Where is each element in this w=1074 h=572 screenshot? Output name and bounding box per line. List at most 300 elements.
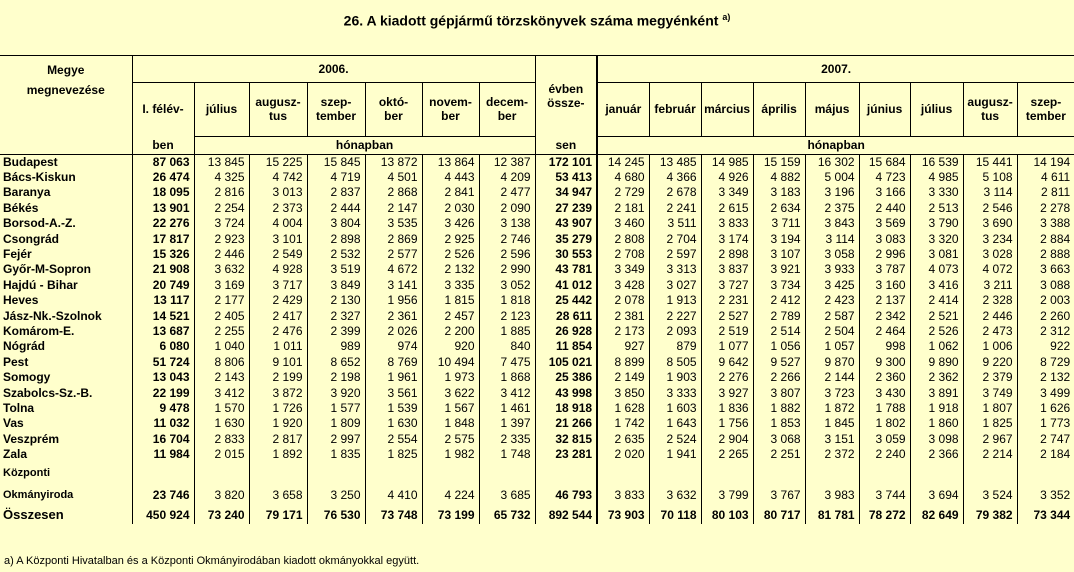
county-name: Heves [3, 293, 39, 308]
month-value-2007: 3 711 [753, 216, 805, 231]
month-value-2007: 2 519 [701, 324, 753, 339]
month-value-2007: 3 983 [805, 480, 859, 502]
month-value-2007: 2 379 [963, 370, 1017, 385]
h1-header [132, 82, 194, 136]
month-value-2006: 3 426 [422, 216, 479, 231]
h1-line1: I. félév- [142, 102, 184, 117]
month-value-2007: 3 723 [805, 385, 859, 400]
month-value-2006: 2 399 [307, 324, 365, 339]
h1-value: 16 704 [132, 432, 194, 447]
h1-value: 13 117 [132, 293, 194, 308]
month-value-2007: 9 220 [963, 355, 1017, 370]
annual-total-value: 23 281 [535, 447, 597, 462]
month-value-2007: 3 927 [701, 385, 753, 400]
county-name: Borsod-A.-Z. [3, 216, 76, 231]
month-value-2006: 1 956 [365, 293, 422, 308]
month-value-2006: 2 526 [422, 247, 479, 262]
title-note: a) [722, 12, 731, 22]
month-value-2007: 1 788 [859, 401, 910, 416]
table-row [0, 201, 1074, 216]
month-value-2007: 1 057 [805, 339, 859, 354]
county-header-blank [0, 136, 132, 154]
month-value-2007: 2 898 [701, 247, 753, 262]
month-label-line: ber [441, 109, 460, 123]
month-value-2007: 2 231 [701, 293, 753, 308]
month-value-2006: 3 013 [249, 185, 307, 200]
month-value-2006: 1 630 [194, 416, 249, 431]
month-label-line: szep- [320, 95, 352, 109]
month-value-2006: 840 [479, 339, 535, 354]
month-label-line: szep- [1030, 95, 1062, 109]
table-title [0, 12, 1074, 29]
year-2006-header: 2006. [132, 56, 535, 82]
month-value-2007: 1 872 [805, 401, 859, 416]
annual-total-value: 43 781 [535, 262, 597, 277]
month-header-2006 [307, 82, 365, 136]
county-name: Okmányiroda [3, 489, 74, 502]
month-value-2007: 15 441 [963, 154, 1017, 170]
month-value-2007: 2 266 [753, 370, 805, 385]
month-value-2007: 3 352 [1017, 480, 1074, 502]
month-value-2006: 3 717 [249, 278, 307, 293]
month-value-2007: 927 [597, 339, 649, 354]
month-value-2007: 3 428 [597, 278, 649, 293]
month-value-2007: 1 836 [701, 401, 753, 416]
month-value-2006: 3 561 [365, 385, 422, 400]
month-value-2006: 3 519 [307, 262, 365, 277]
county-name-line1: Központi [3, 467, 51, 480]
month-value-2006: 4 443 [422, 170, 479, 185]
month-value-2007: 1 056 [753, 339, 805, 354]
month-value-2006: 3 052 [479, 278, 535, 293]
county-name: Bács-Kiskun [3, 170, 76, 185]
month-value-2007: 73 344 [1017, 502, 1074, 524]
month-value-2007: 3 511 [649, 216, 701, 231]
month-value-2007: 3 151 [805, 432, 859, 447]
month-value-2007: 80 103 [701, 502, 753, 524]
month-value-2007: 2 513 [910, 201, 963, 216]
table-row [0, 231, 1074, 246]
month-value-2006: 3 138 [479, 216, 535, 231]
month-value-2007: 4 366 [649, 170, 701, 185]
month-value-2007: 998 [859, 339, 910, 354]
month-value-2006: 1 570 [194, 401, 249, 416]
spacer-cell [365, 462, 422, 480]
month-value-2007: 3 790 [910, 216, 963, 231]
county-name: Összesen [3, 507, 64, 523]
month-value-2007: 3 194 [753, 231, 805, 246]
month-value-2007: 922 [1017, 339, 1074, 354]
month-header-2007 [701, 82, 753, 136]
month-value-2007: 2 704 [649, 231, 701, 246]
month-value-2007: 13 485 [649, 154, 701, 170]
month-value-2007: 3 727 [701, 278, 753, 293]
month-label-line: január [605, 102, 642, 116]
month-value-2007: 2 362 [910, 370, 963, 385]
month-value-2006: 4 410 [365, 480, 422, 502]
month-value-2007: 1 643 [649, 416, 701, 431]
month-value-2007: 3 921 [753, 262, 805, 277]
h1-value: 26 474 [132, 170, 194, 185]
month-value-2006: 1 961 [365, 370, 422, 385]
month-value-2006: 1 577 [307, 401, 365, 416]
month-value-2006: 1 815 [422, 293, 479, 308]
county-name: Tolna [3, 400, 35, 415]
month-value-2006: 3 804 [307, 216, 365, 231]
month-value-2007: 2 214 [963, 447, 1017, 462]
month-value-2007: 1 941 [649, 447, 701, 462]
month-value-2007: 3 833 [701, 216, 753, 231]
month-value-2007: 4 926 [701, 170, 753, 185]
month-value-2007: 3 388 [1017, 216, 1074, 231]
spacer-cell [132, 462, 194, 480]
month-value-2007: 1 077 [701, 339, 753, 354]
month-value-2007: 81 781 [805, 502, 859, 524]
annual-line2: össze- [547, 96, 585, 110]
month-value-2007: 879 [649, 339, 701, 354]
annual-line1: évben [548, 82, 584, 96]
h1-value: 450 924 [132, 502, 194, 524]
month-value-2006: 3 849 [307, 278, 365, 293]
month-value-2006: 4 004 [249, 216, 307, 231]
month-value-2007: 1 882 [753, 401, 805, 416]
month-value-2006: 2 869 [365, 231, 422, 246]
month-value-2007: 2 423 [805, 293, 859, 308]
month-label-line: novem- [429, 95, 472, 109]
month-value-2007: 2 747 [1017, 432, 1074, 447]
month-value-2006: 2 817 [249, 432, 307, 447]
annual-line3: sen [535, 136, 597, 154]
annual-total-value: 43 907 [535, 216, 597, 231]
spacer-cell [753, 462, 805, 480]
month-value-2006: 10 494 [422, 355, 479, 370]
month-value-2007: 2 020 [597, 447, 649, 462]
month-value-2006: 3 412 [479, 385, 535, 400]
month-value-2007: 2 504 [805, 324, 859, 339]
month-value-2006: 2 746 [479, 231, 535, 246]
month-value-2007: 3 320 [910, 231, 963, 246]
month-value-2006: 2 444 [307, 201, 365, 216]
h1-value: 20 749 [132, 278, 194, 293]
month-value-2006: 2 026 [365, 324, 422, 339]
month-value-2007: 16 539 [910, 154, 963, 170]
month-value-2007: 1 853 [753, 416, 805, 431]
county-name: Komárom-E. [3, 323, 75, 338]
month-value-2007: 1 802 [859, 416, 910, 431]
month-value-2006: 2 446 [194, 247, 249, 262]
month-label-line: július [920, 102, 953, 116]
table-row [0, 432, 1074, 447]
month-value-2006: 2 575 [422, 432, 479, 447]
table-row [0, 416, 1074, 431]
month-value-2006: 1 809 [307, 416, 365, 431]
table-row-kozponti-label [0, 462, 1074, 480]
month-value-2007: 2 521 [910, 308, 963, 323]
year-2007-header: 2007. [597, 56, 1074, 82]
month-value-2006: 1 868 [479, 370, 535, 385]
annual-total-value: 35 279 [535, 231, 597, 246]
month-value-2007: 80 717 [753, 502, 805, 524]
month-value-2006: 2 090 [479, 201, 535, 216]
month-value-2006: 1 040 [194, 339, 249, 354]
month-value-2007: 79 382 [963, 502, 1017, 524]
month-value-2006: 13 872 [365, 154, 422, 170]
county-name: Fejér [3, 247, 32, 262]
h1-value: 14 521 [132, 308, 194, 323]
header-row-unit [0, 136, 1074, 154]
month-value-2006: 2 361 [365, 308, 422, 323]
spacer-cell [307, 462, 365, 480]
h1-value: 23 746 [132, 480, 194, 502]
month-value-2006: 2 549 [249, 247, 307, 262]
month-label-line: tember [1025, 109, 1066, 123]
month-label-line: február [654, 102, 696, 116]
month-value-2007: 2 173 [597, 324, 649, 339]
month-value-2007: 2 240 [859, 447, 910, 462]
month-value-2006: 1 848 [422, 416, 479, 431]
month-value-2007: 2 904 [701, 432, 753, 447]
month-value-2007: 4 985 [910, 170, 963, 185]
month-value-2007: 2 635 [597, 432, 649, 447]
county-header [0, 56, 132, 136]
table-row [0, 339, 1074, 354]
month-value-2007: 2 241 [649, 201, 701, 216]
month-value-2007: 4 680 [597, 170, 649, 185]
month-value-2007: 2 708 [597, 247, 649, 262]
month-value-2006: 989 [307, 339, 365, 354]
month-value-2006: 1 973 [422, 370, 479, 385]
month-value-2006: 13 845 [194, 154, 249, 170]
table-row [0, 447, 1074, 462]
month-value-2007: 2 527 [701, 308, 753, 323]
month-value-2007: 2 789 [753, 308, 805, 323]
month-value-2006: 2 327 [307, 308, 365, 323]
h1-value: 9 478 [132, 401, 194, 416]
annual-total-value: 26 928 [535, 324, 597, 339]
month-value-2006: 3 622 [422, 385, 479, 400]
month-header-2007 [859, 82, 910, 136]
table-row [0, 370, 1074, 385]
month-value-2006: 4 209 [479, 170, 535, 185]
table-row [0, 324, 1074, 339]
month-value-2006: 1 726 [249, 401, 307, 416]
annual-total-value: 21 266 [535, 416, 597, 431]
month-header-2007 [805, 82, 859, 136]
county-name: Veszprém [3, 431, 60, 446]
month-value-2007: 1 845 [805, 416, 859, 431]
month-value-2007: 3 690 [963, 216, 1017, 231]
month-value-2006: 1 818 [479, 293, 535, 308]
month-value-2007: 3 174 [701, 231, 753, 246]
month-value-2007: 78 272 [859, 502, 910, 524]
h1-value: 87 063 [132, 154, 194, 170]
month-header-2006 [422, 82, 479, 136]
month-value-2007: 3 059 [859, 432, 910, 447]
month-value-2006: 1 920 [249, 416, 307, 431]
data-table [0, 56, 1074, 524]
month-value-2006: 1 397 [479, 416, 535, 431]
month-value-2006: 2 015 [194, 447, 249, 462]
month-value-2006: 3 920 [307, 385, 365, 400]
month-value-2007: 2 276 [701, 370, 753, 385]
month-value-2006: 9 101 [249, 355, 307, 370]
month-value-2007: 3 632 [649, 480, 701, 502]
month-value-2007: 4 882 [753, 170, 805, 185]
month-value-2007: 2 888 [1017, 247, 1074, 262]
county-name: Csongrád [3, 231, 60, 246]
table-row [0, 278, 1074, 293]
month-label-line: ber [384, 109, 403, 123]
month-value-2007: 8 899 [597, 355, 649, 370]
month-value-2007: 3 083 [859, 231, 910, 246]
month-value-2006: 4 719 [307, 170, 365, 185]
month-value-2007: 4 072 [963, 262, 1017, 277]
h1-value: 22 199 [132, 385, 194, 400]
month-value-2007: 2 884 [1017, 231, 1074, 246]
month-value-2007: 1 860 [910, 416, 963, 431]
annual-total-value: 46 793 [535, 480, 597, 502]
county-header-line2: megnevezése [26, 83, 105, 97]
month-value-2007: 2 587 [805, 308, 859, 323]
month-value-2006: 2 457 [422, 308, 479, 323]
month-value-2007: 1 918 [910, 401, 963, 416]
month-value-2006: 3 658 [249, 480, 307, 502]
month-value-2006: 2 199 [249, 370, 307, 385]
month-value-2007: 3 460 [597, 216, 649, 231]
month-value-2006: 2 123 [479, 308, 535, 323]
month-value-2006: 3 872 [249, 385, 307, 400]
month-value-2007: 9 300 [859, 355, 910, 370]
month-value-2006: 1 011 [249, 339, 307, 354]
h1-value: 51 724 [132, 355, 194, 370]
month-value-2006: 1 835 [307, 447, 365, 462]
month-label-line: ber [497, 109, 517, 123]
spacer-cell [805, 462, 859, 480]
h1-value: 13 043 [132, 370, 194, 385]
month-value-2007: 1 626 [1017, 401, 1074, 416]
month-value-2006: 2 532 [307, 247, 365, 262]
month-value-2007: 2 078 [597, 293, 649, 308]
h1-value: 11 984 [132, 447, 194, 462]
month-value-2007: 2 342 [859, 308, 910, 323]
month-value-2007: 3 211 [963, 278, 1017, 293]
table-row [0, 293, 1074, 308]
month-header-2007 [649, 82, 701, 136]
month-value-2006: 974 [365, 339, 422, 354]
month-value-2007: 3 843 [805, 216, 859, 231]
month-label-line: július [205, 102, 238, 116]
h1-value: 21 908 [132, 262, 194, 277]
month-header-2007 [910, 82, 963, 136]
month-value-2007: 3 313 [649, 262, 701, 277]
month-value-2007: 14 985 [701, 154, 753, 170]
annual-total-value: 11 854 [535, 339, 597, 354]
month-value-2006: 76 530 [307, 502, 365, 524]
month-value-2006: 3 820 [194, 480, 249, 502]
month-value-2007: 3 663 [1017, 262, 1074, 277]
month-value-2007: 9 870 [805, 355, 859, 370]
county-name: Zala [3, 447, 28, 462]
month-value-2007: 3 807 [753, 385, 805, 400]
month-value-2007: 3 160 [859, 278, 910, 293]
month-value-2007: 3 333 [649, 385, 701, 400]
month-value-2007: 9 527 [753, 355, 805, 370]
month-value-2006: 2 925 [422, 231, 479, 246]
month-value-2007: 1 742 [597, 416, 649, 431]
annual-total-header [535, 56, 597, 136]
month-value-2007: 3 058 [805, 247, 859, 262]
county-header-line1: Megye [47, 63, 85, 77]
month-value-2007: 1 756 [701, 416, 753, 431]
h1-value: 17 817 [132, 231, 194, 246]
month-label-line: május [814, 102, 850, 116]
month-value-2006: 920 [422, 339, 479, 354]
month-value-2007: 1 913 [649, 293, 701, 308]
month-value-2006: 4 928 [249, 262, 307, 277]
annual-total-value: 34 947 [535, 185, 597, 200]
spacer-cell [649, 462, 701, 480]
h1-line3: ben [132, 136, 194, 154]
annual-total-value: 28 611 [535, 308, 597, 323]
table-row [0, 308, 1074, 323]
month-value-2006: 4 672 [365, 262, 422, 277]
month-value-2007: 4 723 [859, 170, 910, 185]
county-name: Szabolcs-Sz.-B. [3, 385, 93, 400]
month-value-2007: 8 729 [1017, 355, 1074, 370]
month-value-2007: 2 003 [1017, 293, 1074, 308]
month-value-2006: 1 748 [479, 447, 535, 462]
month-value-2006: 3 101 [249, 231, 307, 246]
month-value-2006: 3 535 [365, 216, 422, 231]
header-row-years [0, 56, 1074, 82]
month-value-2007: 1 628 [597, 401, 649, 416]
month-value-2007: 2 093 [649, 324, 701, 339]
month-value-2007: 2 440 [859, 201, 910, 216]
month-value-2007: 2 137 [859, 293, 910, 308]
county-name: Baranya [3, 185, 51, 200]
month-label-line: decem- [486, 95, 529, 109]
month-value-2007: 16 302 [805, 154, 859, 170]
month-label-line: tus [981, 109, 1000, 123]
table-row [0, 170, 1074, 185]
month-value-2007: 2 181 [597, 201, 649, 216]
month-label-line: június [866, 102, 903, 116]
county-name: Budapest [3, 154, 58, 169]
month-value-2006: 4 224 [422, 480, 479, 502]
month-value-2007: 3 837 [701, 262, 753, 277]
month-value-2007: 2 446 [963, 308, 1017, 323]
month-value-2006: 3 412 [194, 385, 249, 400]
month-value-2007: 1 062 [910, 339, 963, 354]
month-value-2006: 4 325 [194, 170, 249, 185]
month-value-2006: 2 577 [365, 247, 422, 262]
month-value-2007: 3 027 [649, 278, 701, 293]
month-value-2007: 2 375 [805, 201, 859, 216]
annual-total-value: 43 998 [535, 385, 597, 400]
month-value-2006: 7 475 [479, 355, 535, 370]
month-value-2006: 2 841 [422, 185, 479, 200]
h1-value: 6 080 [132, 339, 194, 354]
month-value-2007: 3 114 [963, 185, 1017, 200]
month-value-2007: 3 425 [805, 278, 859, 293]
month-value-2006: 1 885 [479, 324, 535, 339]
month-value-2007: 3 068 [753, 432, 805, 447]
month-value-2007: 3 767 [753, 480, 805, 502]
month-value-2007: 3 349 [597, 262, 649, 277]
month-value-2007: 3 787 [859, 262, 910, 277]
h1-value: 22 276 [132, 216, 194, 231]
month-value-2006: 1 461 [479, 401, 535, 416]
